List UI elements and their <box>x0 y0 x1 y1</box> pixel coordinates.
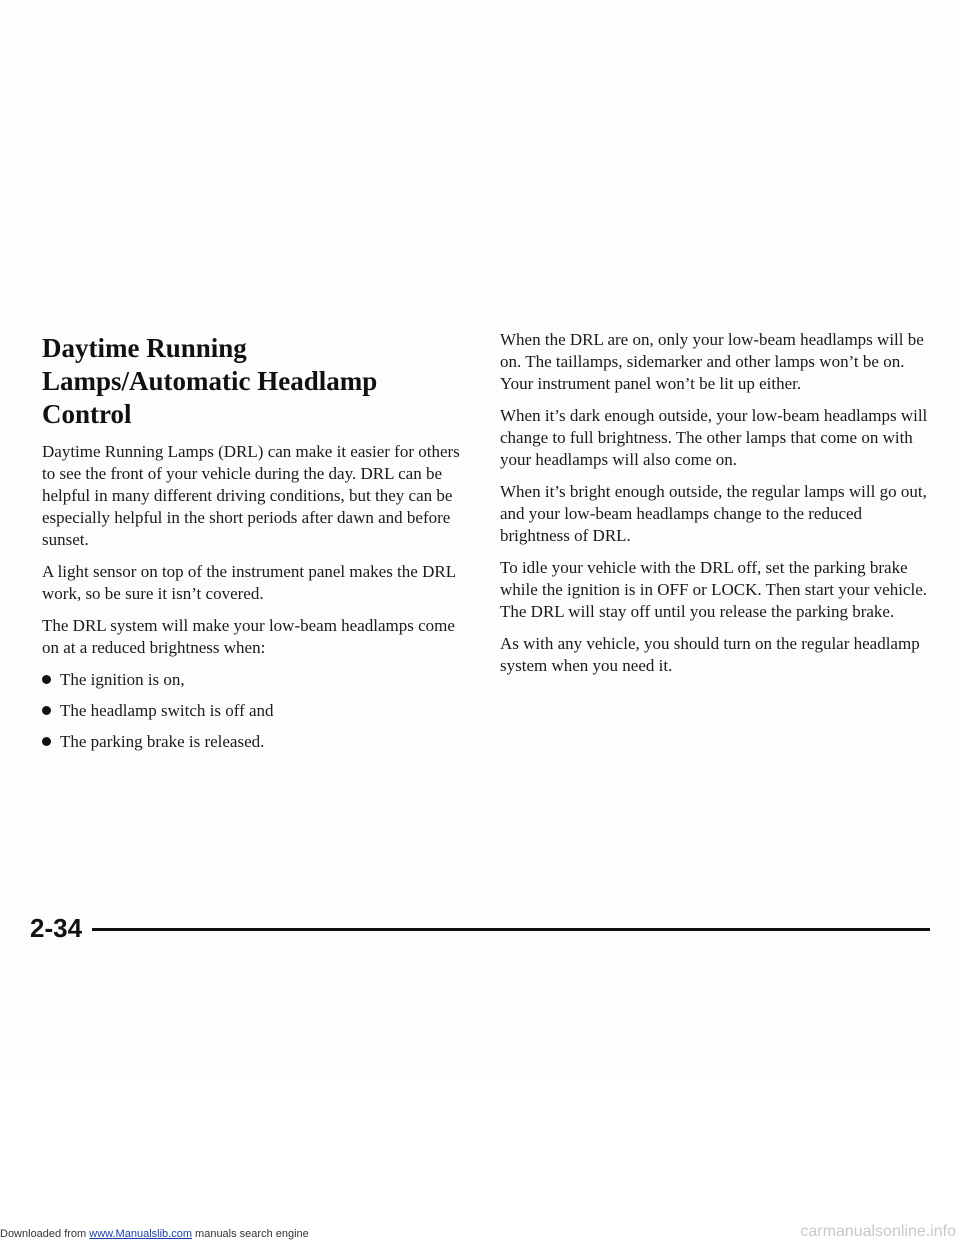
list-item-text: The parking brake is released. <box>60 732 265 751</box>
list-item <box>42 731 462 753</box>
drl-intro-paragraph: Daytime Running Lamps (DRL) can make it easier for others to see the front of your vehicle during the day. DRL can be helpful in many different driving conditions, but they can be especially helpful in the short periods after dawn and before sunset. <box>42 442 460 549</box>
drl-on-paragraph: When the DRL are on, only your low-beam headlamps will be on. The taillamps, sidemarker and other lamps won’t be on. Your instrument panel won’t be lit up either. <box>500 330 924 393</box>
drl-conditions-paragraph: The DRL system will make your low-beam headlamps come on at a reduced brightness when: <box>42 616 455 657</box>
list-item <box>42 700 462 722</box>
section-heading: Daytime Running Lamps/Automatic Headlamp Control <box>42 333 378 429</box>
bullet-icon <box>42 675 51 684</box>
manualslib-link[interactable]: www.Manualslib.com <box>89 1228 192 1240</box>
drl-conditions-list <box>42 669 462 753</box>
page-number: 2-34 <box>30 913 83 943</box>
bright-outside-paragraph: When it’s bright enough outside, the regular lamps will go out, and your low-beam headlamps change to the reduced brightness of DRL. <box>500 482 927 545</box>
download-footer <box>0 1228 309 1241</box>
bullet-icon <box>42 737 51 746</box>
dark-outside-paragraph: When it’s dark enough outside, your low-beam headlamps will change to full brightness. The other lamps that come on with your headlamps will also come on. <box>500 406 928 469</box>
right-column <box>500 329 930 687</box>
light-sensor-paragraph: A light sensor on top of the instrument panel makes the DRL work, so be sure it isn’t covered. <box>42 562 456 603</box>
left-column <box>42 332 462 762</box>
list-item-text: The headlamp switch is off and <box>60 701 274 720</box>
page-rule-divider <box>92 928 930 931</box>
bullet-icon <box>42 706 51 715</box>
idle-vehicle-paragraph: To idle your vehicle with the DRL off, set the parking brake while the ignition is in OFF or LOCK. Then start your vehicle. The DRL will stay off until you release the parking brake. <box>500 558 928 621</box>
footer-suffix: manuals search engine <box>191 1228 309 1240</box>
site-watermark: carmanualsonline.info <box>800 1223 956 1240</box>
regular-headlamp-paragraph: As with any vehicle, you should turn on the regular headlamp system when you need it. <box>500 634 920 675</box>
list-item <box>42 669 462 691</box>
list-item-text: The ignition is on, <box>60 670 185 689</box>
footer-prefix: Downloaded from <box>0 1228 90 1240</box>
